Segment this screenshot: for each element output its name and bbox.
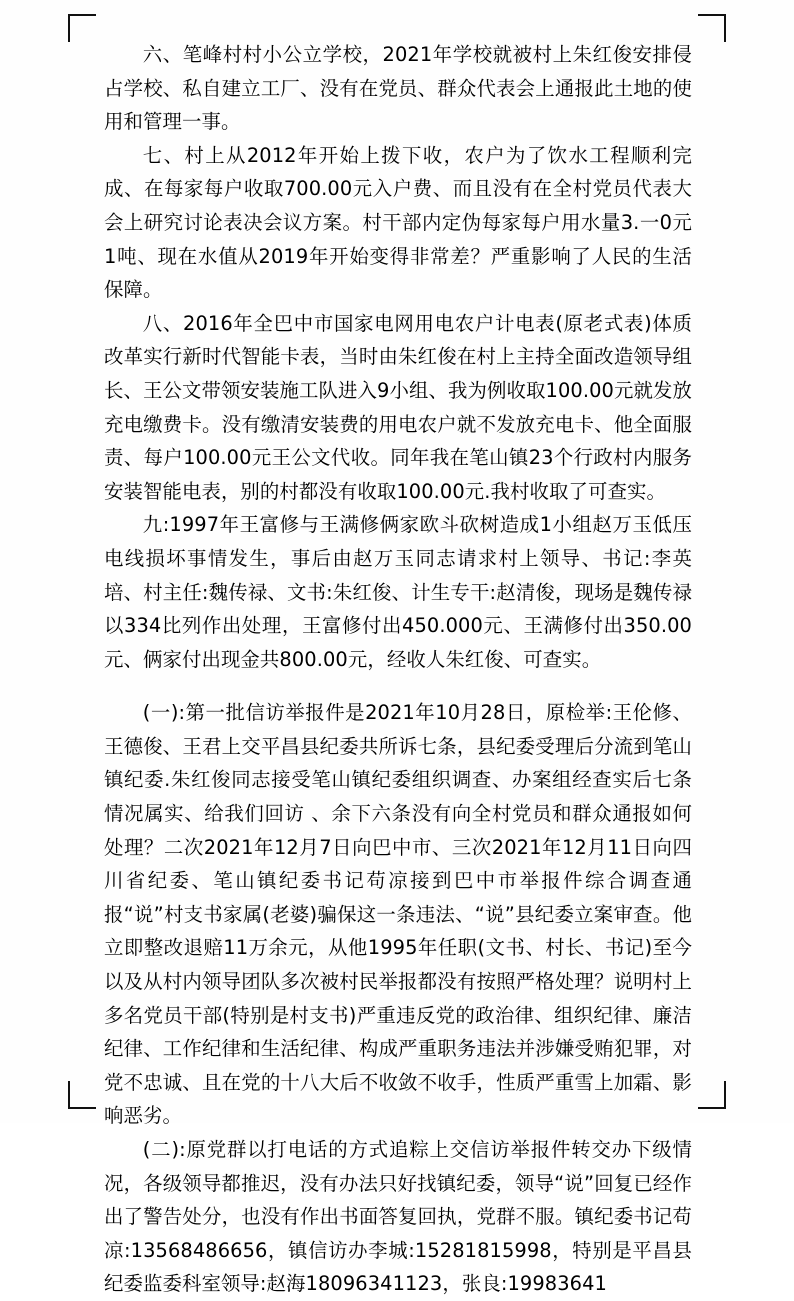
paragraph-gap [104, 676, 692, 696]
crop-mark-bottom-right [698, 1081, 726, 1109]
document-body [104, 38, 692, 1301]
paragraph-eight: 八、2016年全巴中市国家电网用电农户计电表(原老式表)体质改革实行新时代智能卡表，当时由朱红俊在村上主持全面改造领导组长、王公文带领安装施工队进入9小组、我为例收取100.00元就发放充电缴费卡。没有缴清安装费的用电农户就不发放充电卡、他全面服责、每户100.00元王公文代收。同年我在笔山镇23个行政村内服务安装智能电表，别的村都没有收取100.00元.我村收取了可查实。 [104, 311, 692, 503]
paragraph-six: 六、笔峰村村小公立学校，2021年学校就被村上朱红俊安排侵占学校、私自建立工厂、没有在党员、群众代表会上通报此土地的使用和管理一事。 [104, 43, 692, 134]
paragraph-item-two: (二):原党群以打电话的方式追粽上交信访举报件转交办下级情况，各级领导都推迟，没有办法只好找镇纪委，领导“说”回复已经作出了警告处分，也没有作出书面答复回执，党群不服。镇纪委书记苟凉:13568486656，镇信访办李城:15281815998，特别是平昌县纪委监委科室领导:赵海18096341123，张良:19983641 [104, 1138, 692, 1296]
crop-mark-bottom-left [68, 1081, 96, 1109]
paragraph-item-one: (一):第一批信访举报件是2021年10月28日，原检举:王伦修、王德俊、王君上交平昌县纪委共所诉七条，县纪委受理后分流到笔山镇纪委.朱红俊同志接受笔山镇纪委组织调查、办案组经查实后七条情况属实、给我们回访 、余下六条没有向全村党员和群众通报如何处理？二次2021年12月7日向巴中市、三次2021年12月11日向四川省纪委、笔山镇纪委书记苟凉接到巴中市举报件综合调查通报“说”村支书家属(老婆)骗保这一条违法、“说”县纪委立案审查。他立即整改退赔11万余元，从他1995年任职(文书、村长、书记)至今以及从村内领导团队多次被村民举报都没有按照严格处理？说明村上多名党员干部(特别是村支书)严重违反党的政治律、组织纪律、廉洁纪律、工作纪律和生活纪律、构成严重职务违法并涉嫌受贿犯罪，对党不忠诚、且在党的十八大后不收敛不收手，性质严重雪上加霜、影响恶劣。 [104, 701, 692, 1128]
paragraph-seven: 七、村上从2012年开始上拨下收，农户为了饮水工程顺利完成、在每家每户收取700.00元入户费、而且没有在全村党员代表大会上研究讨论表决会议方案。村干部内定伪每家每户用水量3.一0元1吨、现在水值从2019年开始变得非常差？严重影响了人民的生活保障。 [104, 143, 692, 302]
paragraph-nine: 九:1997年王富修与王满修俩家欧斗砍树造成1小组赵万玉低压电线损坏事情发生，事后由赵万玉同志请求村上领导、书记:李英培、村主任:魏传禄、文书:朱红俊、计生专干:赵清俊，现场是魏传禄以334比列作出处理，王富修付出450.000元、王满修付出350.00元、俩家付出现金共800.00元，经收人朱红俊、可查实。 [104, 513, 692, 671]
crop-mark-top-right [698, 14, 726, 42]
crop-mark-top-left [68, 14, 96, 42]
